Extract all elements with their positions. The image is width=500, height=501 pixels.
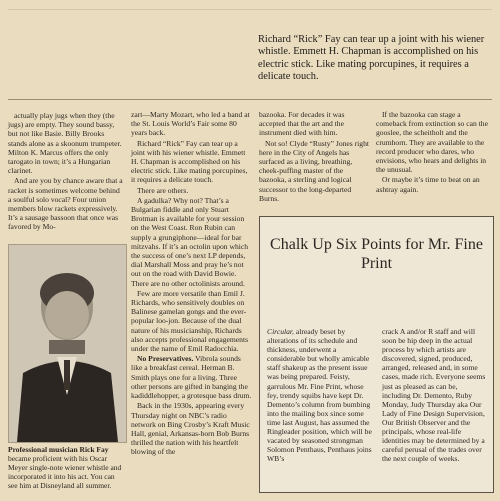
caption-text: became proficient with his Oscar Meyer single-note wiener whistle and incorporated it into his act. You can see him at Disneyland all summer. [8,454,122,490]
top-divider [8,9,492,10]
sidebar-text: already beset by alterations of its schedule and thickness, underwent a considerable but wholly amicable staff shakeup as the present issue was being prepared. Feisty, garrulous Mr. Fine Print, whose fey, trendy squibs have kept Dr. Demento’s column from bumbing into the mailing box since some time last August, has assumed the Ringleader position, which will be vacated by seasoned strongman Solomon Penthaus, Penthaus joins WB’s [267,327,372,464]
col2-paragraph: Vibrola sounds like a breakfast cereal. Herman B. Smith plays one for a living. Three other persons are gifted in banging the kadiddlehopper, a grotesque bass drum. [131,354,252,401]
circular-name: Circular, [267,327,294,336]
col2-paragraph: Back in the 1930s, appearing every Thursday night on NBC’s radio network on Bing Crosby’s Kraft Music Hall, genial, Arkansas-born Bob Burns thrilled the nation with his heartfelt blowing of the [131,401,250,457]
col1-paragraph: actually play jugs when they (the jugs) are empty. They sound bassy, but not like Basie. Billy Brooks stands alone as a skoonum trumpeter. Milton K. Marcus offers the only tarogato in town; it’s a Hungarian clarinet. [8,111,122,176]
col2-paragraph: Richard “Rick” Fay can tear up a joint with his wiener whistle. Emmett H. Chapman is accomplished on his electric stick. Like mating porcupines, it requires a delicate touch. [131,138,248,185]
column-2 [131,110,252,458]
col2-subsection [131,354,252,400]
col1-paragraph: And are you by chance aware that a racket is sometimes welcome behind a soulful solo vocal? Four union members blow rackets expressively. It’s a sausage bassoon that once was favored by Mo- [8,176,123,232]
portrait-illustration [9,245,126,442]
sidebar-column-1 [267,327,375,463]
column-4 [376,110,492,195]
sidebar-title: Chalk Up Six Points for Mr. Fine Print [270,236,483,272]
col2-paragraph: There are others. [137,185,189,195]
col4-paragraph: Or maybe it’s time to beat on an ashtray again. [376,175,480,194]
caption-lead: Professional musician Rick Fay [8,445,109,454]
col2-heading: No Preservatives. [137,354,194,364]
photo-caption [8,445,125,490]
section-rule [8,99,492,100]
column-1 [8,111,125,233]
sidebar-column-2: crack A and/or R staff and will soon be hip deep in the actual process by which artists are discovered, signed, produced, arranged, released and, in some cases, made rich. Everyone seems just as pleased as can be, including Dr. Demento, Ruby Monday, Judy Thursday aka Our Lady of Fine Design Supervision, Our British Observer and the principals, whose real-life identities may be determined by a careful perusal of the trades over the next couple of weeks. [382,327,486,464]
column-3 [259,110,369,204]
col2-paragraph: zart—Marty Mozart, who led a band at the St. Louis World’s Fair some 80 years back. [131,110,250,138]
col4-paragraph: If the bazooka can stage a comeback from extinction so can the gooslee, the scheitholt and the crumhorn. They are available to the record producer who dares, who envisions, who hears and delights in the unusual. [376,110,488,175]
pull-quote: Richard “Rick” Fay can tear up a joint with his wiener whistle. Emmett H. Chapman is accomplished on his electric stick. Like mating porcupines, it requires a delicate touch. [258,34,485,83]
col3-paragraph: bazooka. For decades it was accepted that the art and the instrument died with him. [259,110,345,138]
boxed-sidebar [259,216,494,493]
portrait-photo [8,244,127,443]
col2-paragraph: Few are more versatile than Emil J. Richards, who sensitively doubles on Balinese gamelan gongs and the ever-popular loo-jon. Because of the dual nature of his musicianship, Richards also accepts professional engagements under the name of Emil Radocchia. [131,288,249,354]
col2-paragraph: A gadulka? Why not? That’s a Bulgarian fiddle and only Stuart Brotman is available for your session on the West Coast. Ron Rubin can supply a grungiphone—ideal for bar mitzvahs. If it’s an octolin upon which the success of one’s next LP depends, dial Marshall Moss and pray he’s not out on the road with David Bowie. There are no other octolinists around. [131,195,249,288]
col3-paragraph: Not so! Clyde “Rusty” Jones right here in the City of Angels has surfaced as a living, breathing, cheek-puffing master of the bazooka, a sterling and logical successor to the long-departed Burns. [259,138,369,203]
